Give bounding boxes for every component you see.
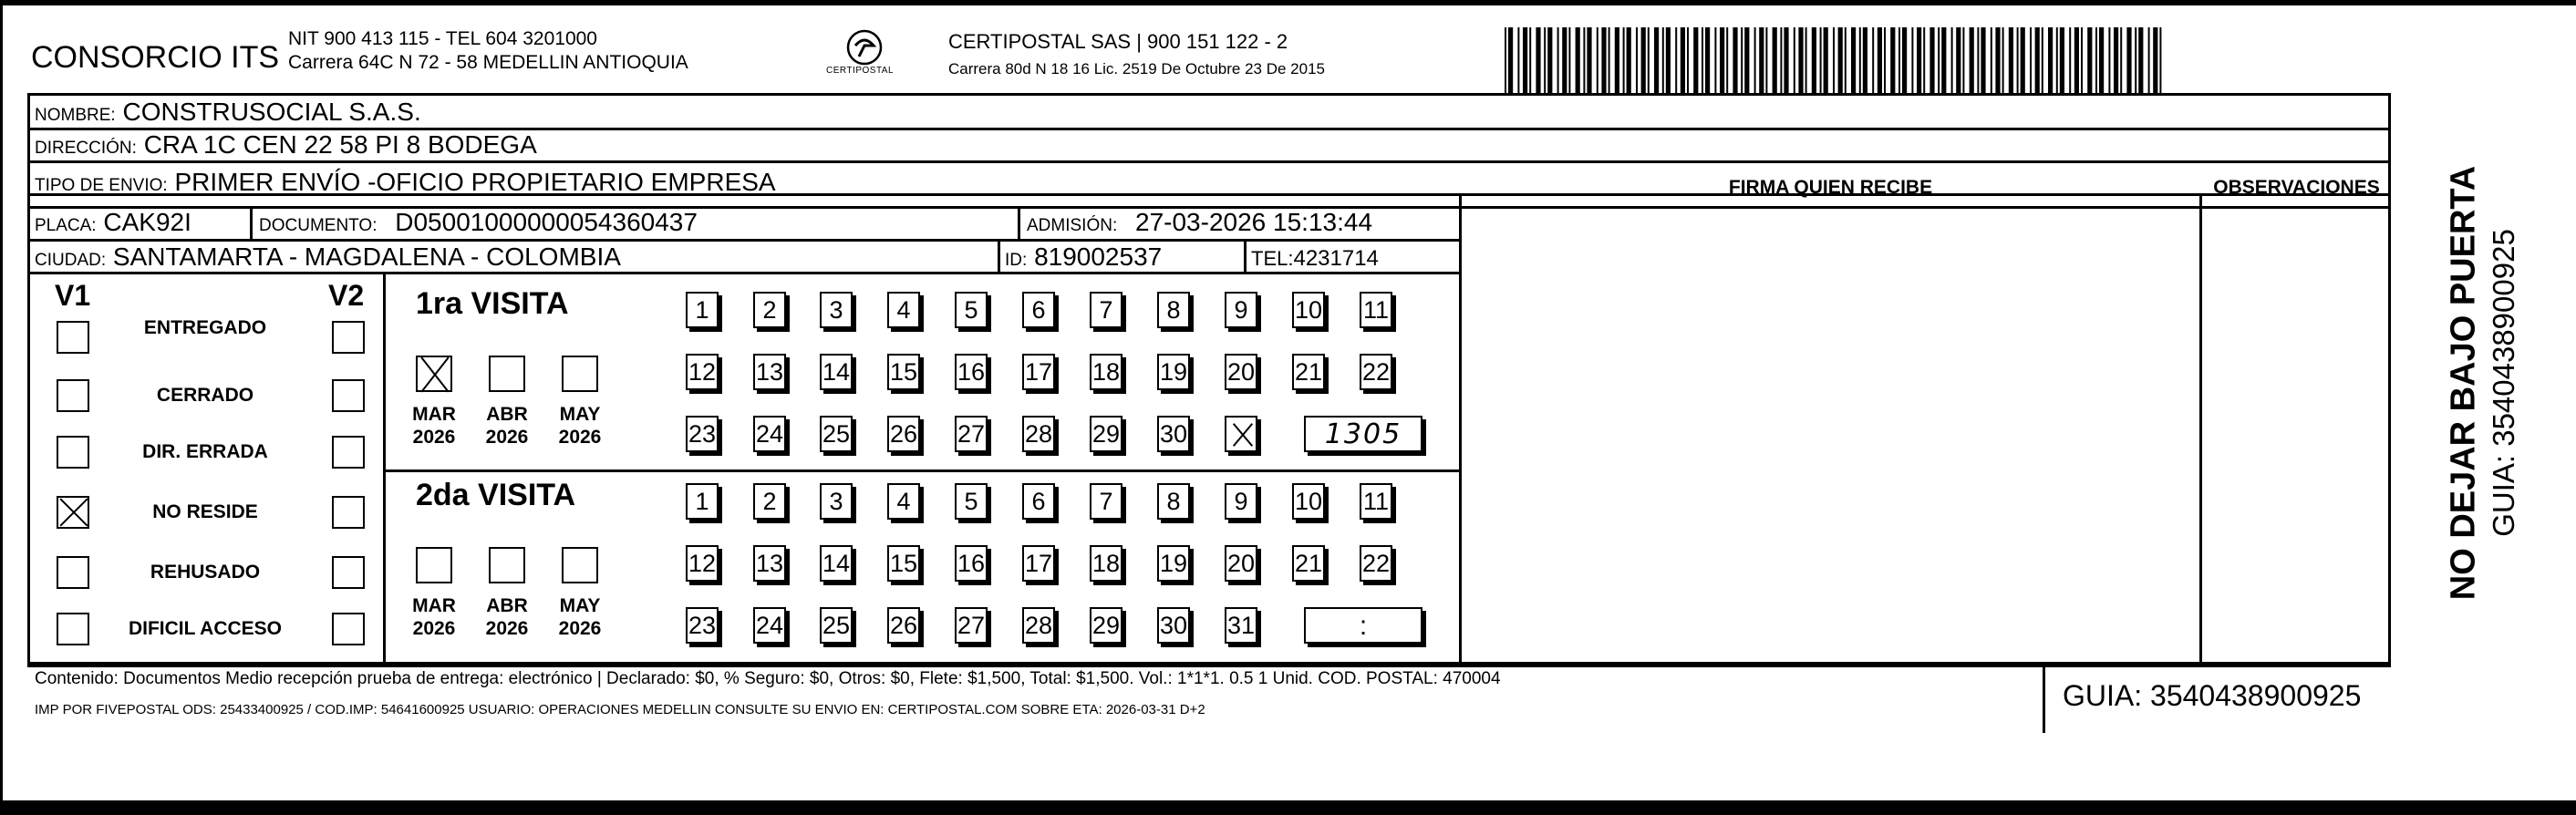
left-border <box>0 0 3 815</box>
divider <box>2043 662 2045 733</box>
barcode <box>1505 27 2179 93</box>
divider <box>1462 206 2391 209</box>
barcode-bar <box>2135 27 2136 93</box>
day-box[interactable]: 20 <box>1225 354 1257 390</box>
barcode-bar <box>1681 27 1685 93</box>
barcode-bar <box>2148 27 2150 93</box>
day-box[interactable]: 22 <box>1360 354 1392 390</box>
month-checkbox[interactable] <box>416 547 452 583</box>
divider <box>383 469 1462 472</box>
day-box[interactable]: 29 <box>1090 416 1122 452</box>
tel-label: TEL: <box>1251 247 1294 270</box>
day-box[interactable]: 31 <box>1225 607 1257 644</box>
status-v2-checkbox[interactable] <box>332 321 365 354</box>
day-box[interactable]: 12 <box>686 354 719 390</box>
barcode-bar <box>1898 27 1900 93</box>
cert-license: Carrera 80d N 18 16 Lic. 2519 De Octubre 23 De 2015 <box>948 60 1325 77</box>
barcode-bar <box>1838 27 1843 93</box>
barcode-bar <box>1529 27 1531 93</box>
month-checkbox[interactable] <box>489 356 525 392</box>
day-box[interactable]: 8 <box>1157 292 1190 328</box>
barcode-bar <box>1744 27 1749 93</box>
barcode-bar <box>2159 27 2161 93</box>
barcode-bar <box>2120 27 2122 93</box>
day-box[interactable]: 8 <box>1157 483 1190 520</box>
documento-label: DOCUMENTO: <box>259 216 378 235</box>
footer-guia: GUIA: 3540438900925 <box>2063 679 2362 712</box>
certipostal-info <box>948 29 1325 82</box>
barcode-bar <box>1587 27 1591 93</box>
barcode-bar <box>1765 27 1767 93</box>
barcode-bar <box>1693 27 1698 93</box>
barcode-bar <box>1941 27 1946 93</box>
visit2-title: 2da VISITA <box>416 478 576 512</box>
barcode-bar <box>1636 27 1638 93</box>
day-box[interactable]: 23 <box>686 607 719 644</box>
divider <box>27 272 1462 274</box>
barcode-bar <box>1995 27 2000 93</box>
footer-imp-line: IMP POR FIVEPOSTAL ODS: 25433400925 / COD.IMP: 54641600925 USUARIO: OPERACIONES MEDELLIN CONSULTE SU ENVIO EN: CERTIPOSTAL.COM SOBRE ETA: 2026-03-31 D+2 <box>35 702 1205 717</box>
day-box[interactable]: 18 <box>1090 354 1122 390</box>
nombre-row <box>35 98 421 127</box>
barcode-bar <box>1714 27 1716 93</box>
day-box[interactable]: 24 <box>753 416 786 452</box>
day-box[interactable]: 26 <box>887 607 920 644</box>
status-label: ENTREGADO <box>143 317 267 338</box>
barcode-bar <box>2069 27 2071 93</box>
barcode-bar <box>1615 27 1619 93</box>
day-box[interactable]: 18 <box>1090 545 1122 582</box>
barcode-bar <box>1557 27 1559 93</box>
barcode-bar <box>2035 27 2040 93</box>
time-box[interactable]: : <box>1304 607 1422 644</box>
month-name: MAR <box>412 404 456 425</box>
day-box[interactable]: 30 <box>1157 607 1190 644</box>
barcode-bar <box>1623 27 1625 93</box>
barcode-bar <box>1759 27 1764 93</box>
divider <box>1018 206 1020 239</box>
barcode-bar <box>1741 27 1743 93</box>
day-box[interactable]: 27 <box>955 416 988 452</box>
status-label: DIR. ERRADA <box>142 441 268 462</box>
divider <box>1244 239 1247 272</box>
barcode-bar <box>1648 27 1650 93</box>
footer-content-line: Contenido: Documentos Medio recepción prueba de entrega: electrónico | Declarado: $0, % Seguro: $0, Otros: $0, Flete: $1,500, Total: $1,500. Vol.: 1*1*1. 0.5 1 Unid. COD. POSTAL: 470004 <box>35 669 1501 688</box>
barcode-bar <box>1523 27 1527 93</box>
barcode-bar <box>2114 27 2118 93</box>
nombre-value: CONSTRUSOCIAL S.A.S. <box>122 98 421 126</box>
barcode-bar <box>1938 27 1940 93</box>
barcode-bar <box>1824 27 1828 93</box>
day-box[interactable]: 16 <box>955 545 988 582</box>
barcode-bar <box>1547 27 1552 93</box>
v1-header: V1 <box>55 279 91 312</box>
barcode-bar <box>2017 27 2019 93</box>
day-box[interactable]: 23 <box>686 416 719 452</box>
barcode-bar <box>1929 27 1934 93</box>
day-box[interactable]: 30 <box>1157 416 1190 452</box>
barcode-bar <box>2060 27 2064 93</box>
divider <box>383 272 386 662</box>
month-name: MAY <box>559 404 601 425</box>
status-v2-checkbox[interactable] <box>332 613 365 645</box>
month-label <box>410 594 458 640</box>
barcode-bar <box>2056 27 2058 93</box>
day-box[interactable]: 7 <box>1090 483 1122 520</box>
v2-header: V2 <box>328 279 365 312</box>
barcode-bar <box>1666 27 1671 93</box>
barcode-bar <box>2021 27 2025 93</box>
day-box[interactable]: 15 <box>887 354 920 390</box>
barcode-bar <box>1902 27 1907 93</box>
direccion-value: CRA 1C CEN 22 58 PI 8 BODEGA <box>143 130 537 159</box>
observaciones-header: OBSERVACIONES <box>2213 177 2380 198</box>
month-checkbox[interactable] <box>489 547 525 583</box>
day-box[interactable]: 2 <box>753 483 786 520</box>
month-name: MAY <box>559 595 601 616</box>
admision-label: ADMISIÓN: <box>1027 216 1118 235</box>
tipo-label: TIPO DE ENVIO: <box>35 176 168 195</box>
barcode-bar <box>1911 27 1913 93</box>
day-box[interactable]: 9 <box>1225 292 1257 328</box>
day-box[interactable]: 21 <box>1292 354 1325 390</box>
barcode-bar <box>2002 27 2004 93</box>
status-v1-checkbox[interactable] <box>57 379 89 412</box>
company-name: CONSORCIO ITS <box>31 40 280 75</box>
barcode-bar <box>1508 27 1513 93</box>
day-box[interactable]: 4 <box>887 483 920 520</box>
barcode-bar <box>1820 27 1822 93</box>
admision-value: 27-03-2026 15:13:44 <box>1135 208 1373 236</box>
divider <box>27 239 1462 242</box>
status-v1-checkbox[interactable] <box>57 436 89 469</box>
month-name: ABR <box>486 595 528 616</box>
side-guia: GUIA: 3540438900925 <box>2487 229 2520 537</box>
barcode-bar <box>1784 27 1788 93</box>
barcode-bar <box>1917 27 1921 93</box>
day-box[interactable]: 29 <box>1090 607 1122 644</box>
ciudad-value: SANTAMARTA - MAGDALENA - COLOMBIA <box>112 242 621 271</box>
month-label <box>556 594 604 640</box>
month-year: 2026 <box>412 618 456 639</box>
visit1-title: 1ra VISITA <box>416 286 569 321</box>
month-label <box>483 403 531 449</box>
day-box[interactable]: 14 <box>820 545 853 582</box>
day-box[interactable]: 16 <box>955 354 988 390</box>
day-box[interactable]: 15 <box>887 545 920 582</box>
barcode-bar <box>1597 27 1598 93</box>
barcode-bar <box>2099 27 2104 93</box>
placa-value: CAK92I <box>103 208 191 236</box>
month-checkbox[interactable] <box>562 356 598 392</box>
cert-line: CERTIPOSTAL SAS | 900 151 122 - 2 <box>948 30 1288 53</box>
placa-row <box>35 208 191 237</box>
barcode-bar <box>2081 27 2083 93</box>
barcode-bar <box>1981 27 1985 93</box>
month-name: ABR <box>486 404 528 425</box>
month-year: 2026 <box>558 427 602 448</box>
day-box[interactable]: 10 <box>1292 483 1325 520</box>
status-label: REHUSADO <box>150 562 261 583</box>
day-box[interactable]: 28 <box>1022 416 1055 452</box>
ciudad-row <box>35 242 621 272</box>
barcode-bar <box>1780 27 1782 93</box>
divider <box>250 206 253 239</box>
day-box[interactable]: 9 <box>1225 483 1257 520</box>
placa-label: PLACA: <box>35 216 97 235</box>
barcode-bar <box>1833 27 1835 93</box>
day-box[interactable]: 25 <box>820 607 853 644</box>
barcode-bar <box>1662 27 1664 93</box>
barcode-bar <box>1884 27 1886 93</box>
barcode-bar <box>1568 27 1570 93</box>
barcode-bar <box>1754 27 1756 93</box>
barcode-bar <box>1687 27 1689 93</box>
month-label <box>483 594 531 640</box>
tel-value: 4231714 <box>1293 246 1379 271</box>
nit-line: NIT 900 413 115 - TEL 604 3201000 <box>288 28 597 49</box>
status-v2-checkbox[interactable] <box>332 436 365 469</box>
barcode-bar <box>1845 27 1847 93</box>
barcode-bar <box>2095 27 2097 93</box>
barcode-bar <box>2153 27 2157 93</box>
top-border <box>0 0 2576 5</box>
day-box[interactable]: 4 <box>887 292 920 328</box>
divider <box>998 239 1000 272</box>
documento-value: D05001000000054360437 <box>395 208 698 236</box>
company-info <box>288 27 688 75</box>
status-v2-checkbox[interactable] <box>332 496 365 529</box>
barcode-bar <box>1583 27 1585 93</box>
day-box[interactable]: 3 <box>820 483 853 520</box>
month-label <box>410 403 458 449</box>
barcode-bar <box>1956 27 1960 93</box>
divider <box>2199 193 2202 662</box>
direccion-label: DIRECCIÓN: <box>35 139 137 158</box>
barcode-bar <box>1733 27 1737 93</box>
status-label: NO RESIDE <box>152 501 258 522</box>
month-year: 2026 <box>485 618 529 639</box>
time-box[interactable]: 1305 <box>1304 416 1422 452</box>
day-box[interactable]: 17 <box>1022 354 1055 390</box>
barcode-bar <box>1576 27 1580 93</box>
barcode-bar <box>1544 27 1546 93</box>
side-panel <box>2407 109 2520 656</box>
day-box[interactable]: 17 <box>1022 545 1055 582</box>
day-box[interactable]: 6 <box>1022 483 1055 520</box>
barcode-bar <box>1923 27 1925 93</box>
logo-text: CERTIPOSTAL <box>826 66 895 76</box>
day-box[interactable]: 1 <box>686 292 719 328</box>
barcode-bar <box>1859 27 1861 93</box>
nombre-label: NOMBRE: <box>35 106 116 125</box>
month-year: 2026 <box>412 427 456 448</box>
barcode-bar <box>2042 27 2043 93</box>
barcode-bar <box>2074 27 2079 93</box>
address-line: Carrera 64C N 72 - 58 MEDELLIN ANTIOQUIA <box>288 52 688 73</box>
day-box[interactable] <box>1225 416 1257 452</box>
barcode-bar <box>1798 27 1803 93</box>
id-label: ID: <box>1005 251 1028 270</box>
ciudad-label: CIUDAD: <box>35 251 107 270</box>
direccion-row <box>35 130 537 160</box>
month-label <box>556 403 604 449</box>
day-box[interactable]: 28 <box>1022 607 1055 644</box>
day-box[interactable]: 19 <box>1157 354 1190 390</box>
day-box[interactable]: 1 <box>686 483 719 520</box>
barcode-bar <box>1812 27 1816 93</box>
id-row <box>1005 242 1162 272</box>
barcode-bar <box>1878 27 1882 93</box>
day-box[interactable]: 2 <box>753 292 786 328</box>
tel-row <box>1251 242 1379 272</box>
barcode-bar <box>1805 27 1807 93</box>
barcode-bar <box>1705 27 1710 93</box>
barcode-bar <box>2009 27 2013 93</box>
month-name: MAR <box>412 595 456 616</box>
barcode-bar <box>1890 27 1895 93</box>
barcode-bar <box>2030 27 2032 93</box>
barcode-bar <box>1726 27 1728 93</box>
divider <box>27 160 2391 163</box>
divider <box>27 662 2391 665</box>
status-label: DIFICIL ACCESO <box>128 618 282 639</box>
status-v1-checkbox[interactable] <box>57 321 89 354</box>
day-box[interactable]: 20 <box>1225 545 1257 582</box>
day-box[interactable]: 7 <box>1090 292 1122 328</box>
barcode-bar <box>1794 27 1795 93</box>
admision-row <box>1027 208 1372 237</box>
day-box[interactable]: 13 <box>753 545 786 582</box>
barcode-bar <box>1601 27 1606 93</box>
barcode-bar <box>2108 27 2110 93</box>
month-year: 2026 <box>558 618 602 639</box>
id-value: 819002537 <box>1034 242 1163 271</box>
day-box[interactable]: 14 <box>820 354 853 390</box>
month-checkbox[interactable] <box>416 356 452 392</box>
barcode-bar <box>1872 27 1874 93</box>
day-box[interactable]: 5 <box>955 292 988 328</box>
barcode-bar <box>2087 27 2092 93</box>
status-v2-checkbox[interactable] <box>332 556 365 589</box>
firma-header: FIRMA QUIEN RECIBE <box>1728 177 1933 198</box>
barcode-bar <box>1773 27 1777 93</box>
barcode-bar <box>1720 27 1724 93</box>
barcode-bar <box>1536 27 1540 93</box>
barcode-bar <box>1641 27 1646 93</box>
barcode-bar <box>1951 27 1953 93</box>
barcode-bar <box>1851 27 1856 93</box>
bottom-border <box>0 800 2576 815</box>
day-box[interactable]: 24 <box>753 607 786 644</box>
day-box[interactable]: 27 <box>955 607 988 644</box>
barcode-bar <box>2138 27 2143 93</box>
barcode-bar <box>1675 27 1677 93</box>
status-label: CERRADO <box>156 385 254 406</box>
day-box[interactable]: 26 <box>887 416 920 452</box>
day-box[interactable]: 3 <box>820 292 853 328</box>
day-box[interactable]: 5 <box>955 483 988 520</box>
barcode-bar <box>2126 27 2131 93</box>
day-box[interactable]: 10 <box>1292 292 1325 328</box>
divider <box>1459 193 1462 662</box>
barcode-bar <box>1517 27 1519 93</box>
status-v1-checkbox[interactable] <box>57 613 89 645</box>
documento-row <box>259 208 698 237</box>
status-v1-checkbox[interactable] <box>57 496 89 529</box>
barcode-bar <box>2048 27 2053 93</box>
no-dejar-notice: NO DEJAR BAJO PUERTA <box>2444 165 2483 601</box>
day-box[interactable]: 19 <box>1157 545 1190 582</box>
barcode-bar <box>1970 27 1974 93</box>
barcode-bar <box>1991 27 1992 93</box>
barcode-bar <box>1505 27 1506 93</box>
tipo-envio-row <box>35 168 776 197</box>
day-box[interactable]: 11 <box>1360 483 1392 520</box>
barcode-bar <box>1627 27 1631 93</box>
barcode-bar <box>1562 27 1567 93</box>
month-year: 2026 <box>485 427 529 448</box>
day-box[interactable]: 12 <box>686 545 719 582</box>
day-box[interactable]: 11 <box>1360 292 1392 328</box>
day-box[interactable]: 6 <box>1022 292 1055 328</box>
day-box[interactable]: 21 <box>1292 545 1325 582</box>
status-v2-checkbox[interactable] <box>332 379 365 412</box>
day-box[interactable]: 22 <box>1360 545 1392 582</box>
barcode-bar <box>1977 27 1979 93</box>
barcode-bar <box>1609 27 1610 93</box>
barcode-bar <box>1863 27 1867 93</box>
barcode-bar <box>1654 27 1659 93</box>
tipo-value: PRIMER ENVÍO -OFICIO PROPIETARIO EMPRESA <box>174 168 776 196</box>
day-box[interactable]: 25 <box>820 416 853 452</box>
month-checkbox[interactable] <box>562 547 598 583</box>
barcode-bar <box>1702 27 1703 93</box>
day-box[interactable]: 13 <box>753 354 786 390</box>
barcode-bar <box>1962 27 1964 93</box>
status-v1-checkbox[interactable] <box>57 556 89 589</box>
